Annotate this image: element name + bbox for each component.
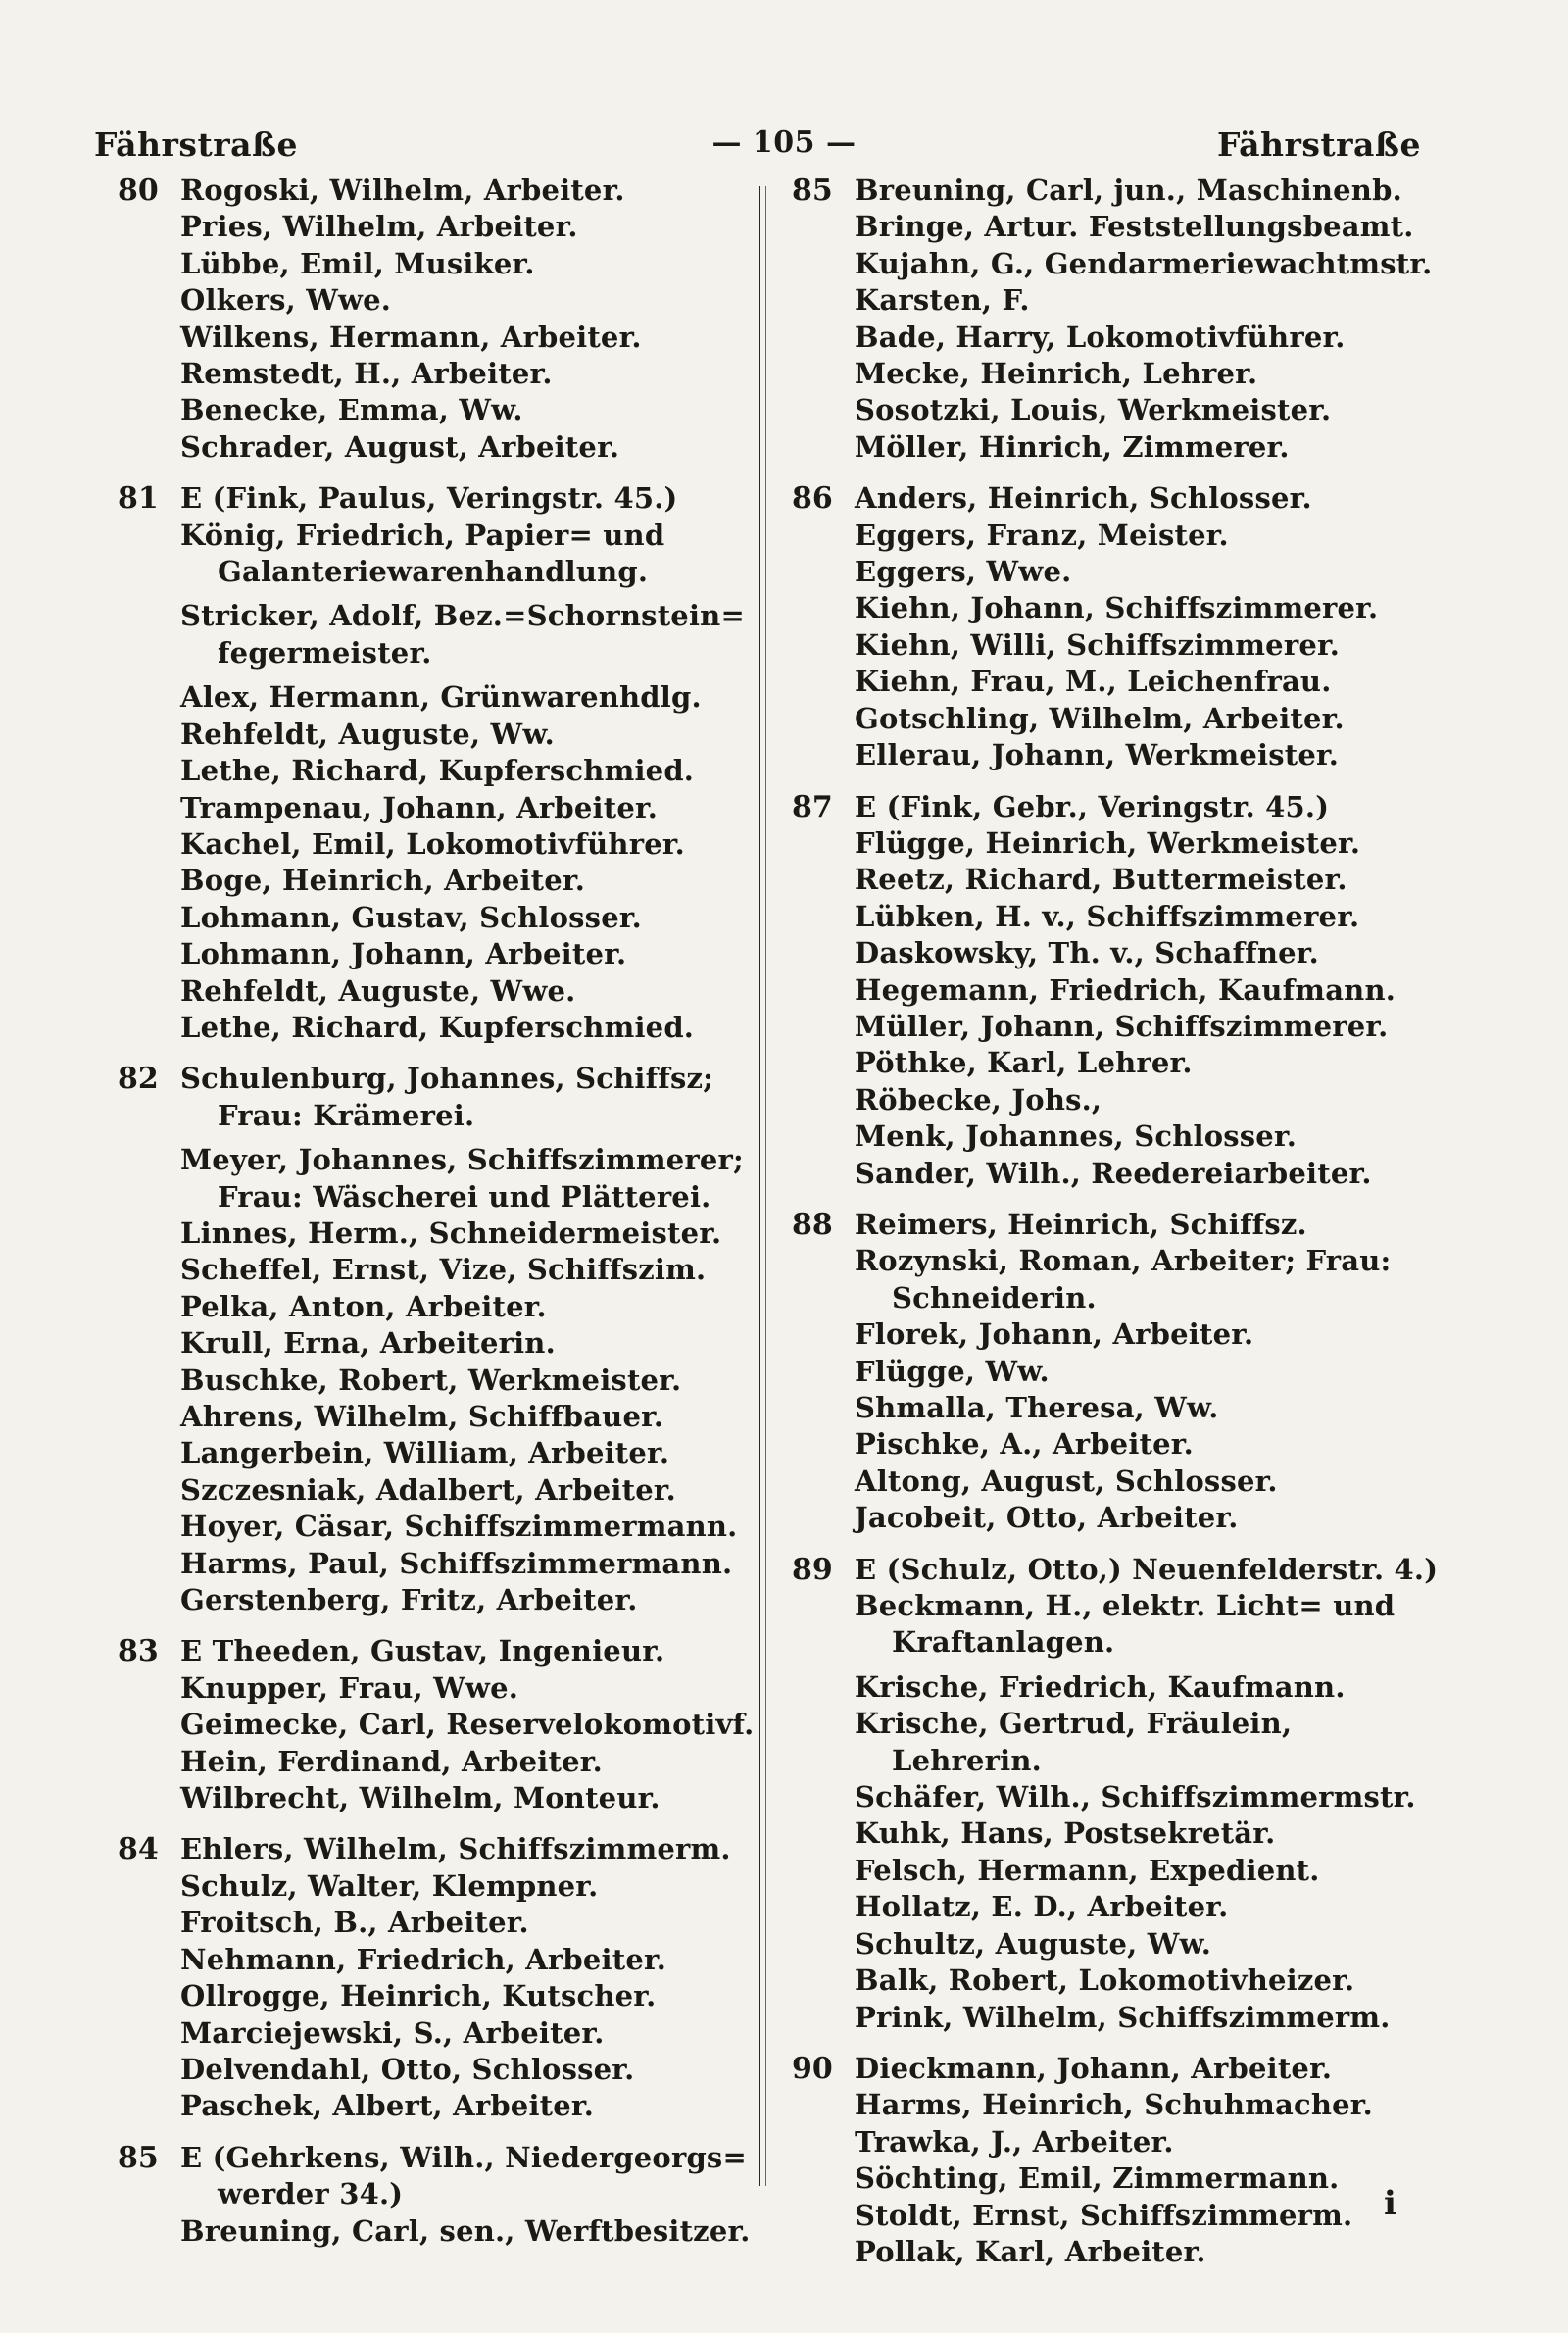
- resident-line-continuation: Frau: Wäscherei und Plätterei.: [218, 1179, 711, 1214]
- resident-line-continuation: fegermeister.: [218, 635, 432, 670]
- resident-line-continuation: Frau: Krämerei.: [218, 1098, 475, 1132]
- house-number: 83: [118, 1634, 159, 1669]
- resident-line: Nehmann, Friedrich, Arbeiter.: [180, 1942, 667, 1976]
- corner-mark: i: [1384, 2184, 1396, 2223]
- resident-line: Rehfeldt, Auguste, Ww.: [180, 717, 555, 751]
- column-divider: [759, 186, 760, 2186]
- resident-line: Langerbein, William, Arbeiter.: [180, 1436, 670, 1470]
- resident-list: [180, 2140, 751, 2250]
- resident-line: Schulenburg, Johannes, Schiffsz;: [180, 1062, 714, 1096]
- house-number: 90: [792, 2051, 833, 2086]
- resident-line: Stoldt, Ernst, Schiffszimmerm.: [855, 2198, 1353, 2232]
- resident-line: Hegemann, Friedrich, Kaufmann.: [855, 972, 1396, 1007]
- house-entry: [118, 1633, 755, 1816]
- resident-line: Delvendahl, Otto, Schlosser.: [180, 2052, 635, 2086]
- resident-line: Müller, Johann, Schiffszimmerer.: [855, 1009, 1389, 1043]
- resident-line: Trawka, J., Arbeiter.: [855, 2124, 1174, 2159]
- house-number: 87: [792, 789, 833, 824]
- resident-line: Krull, Erna, Arbeiterin.: [180, 1326, 556, 1361]
- resident-line: Kiehn, Johann, Schiffszimmerer.: [855, 591, 1379, 625]
- house-entry: [118, 2140, 751, 2250]
- resident-line: Ehlers, Wilhelm, Schiffszimmerm.: [180, 1832, 731, 1866]
- resident-line: Eggers, Franz, Meister.: [855, 518, 1229, 552]
- resident-line: Harms, Paul, Schiffszimmermann.: [180, 1546, 733, 1580]
- resident-line: Lethe, Richard, Kupferschmied.: [180, 754, 695, 788]
- resident-line: Hollatz, E. D., Arbeiter.: [855, 1890, 1229, 1924]
- resident-line: Florek, Johann, Arbeiter.: [855, 1317, 1254, 1352]
- resident-line: Paschek, Albert, Arbeiter.: [180, 2089, 595, 2123]
- column-divider-thin: [765, 186, 766, 2186]
- running-header-left: Fährstraße: [94, 125, 299, 164]
- resident-line: Reimers, Heinrich, Schiffsz.: [855, 1207, 1307, 1241]
- resident-line: Schultz, Auguste, Ww.: [855, 1926, 1212, 1961]
- resident-line: Ahrens, Wilhelm, Schiffbauer.: [180, 1400, 664, 1433]
- house-entry: [792, 1207, 1439, 1537]
- resident-line: Lethe, Richard, Kupferschmied.: [180, 1010, 695, 1044]
- resident-line: Boge, Heinrich, Arbeiter.: [180, 864, 586, 898]
- resident-line: Pries, Wilhelm, Arbeiter.: [180, 210, 578, 244]
- resident-line: Buschke, Robert, Werkmeister.: [180, 1363, 682, 1397]
- left-column: [118, 173, 755, 2264]
- resident-line: Reetz, Richard, Buttermeister.: [855, 863, 1348, 897]
- resident-line-continuation: werder 34.): [218, 2177, 404, 2211]
- resident-line: Wilkens, Hermann, Arbeiter.: [180, 320, 642, 354]
- resident-line: Alex, Hermann, Grünwarenhdlg.: [180, 680, 702, 715]
- resident-line: Möller, Hinrich, Zimmerer.: [855, 429, 1290, 464]
- house-number: 80: [118, 174, 159, 208]
- resident-line: Marciejewski, S., Arbeiter.: [180, 2015, 605, 2050]
- resident-line: Pelka, Anton, Arbeiter.: [180, 1289, 547, 1323]
- house-number: 88: [792, 1207, 833, 1242]
- resident-line: Hein, Ferdinand, Arbeiter.: [180, 1744, 603, 1778]
- resident-line: Krische, Gertrud, Fräulein,: [855, 1707, 1293, 1741]
- house-number: 82: [118, 1062, 159, 1097]
- house-entry: [792, 173, 1439, 466]
- house-number: 89: [792, 1552, 833, 1587]
- resident-list: [855, 2051, 1439, 2270]
- resident-list: [180, 1633, 755, 1816]
- resident-line: Schrader, August, Arbeiter.: [180, 429, 620, 464]
- resident-line: Schäfer, Wilh., Schiffszimmermstr.: [855, 1780, 1416, 1814]
- resident-line: Lohmann, Gustav, Schlosser.: [180, 900, 642, 934]
- resident-line: Röbecke, Johs.,: [855, 1082, 1102, 1117]
- house-number: 85: [792, 174, 833, 208]
- resident-line: Linnes, Herm., Schneidermeister.: [180, 1216, 722, 1250]
- house-entry: [792, 2051, 1439, 2270]
- resident-line: König, Friedrich, Papier= und: [180, 518, 665, 552]
- resident-line: Pischke, A., Arbeiter.: [855, 1427, 1194, 1462]
- page-number: — 105 —: [711, 125, 857, 160]
- resident-line: Gotschling, Wilhelm, Arbeiter.: [855, 701, 1345, 735]
- house-number: 84: [118, 1832, 159, 1867]
- resident-line: Benecke, Emma, Ww.: [180, 393, 523, 427]
- resident-line: Szczesniak, Adalbert, Arbeiter.: [180, 1472, 676, 1507]
- resident-line: E (Gehrkens, Wilh., Niedergeorgs=: [180, 2140, 747, 2174]
- resident-line: Breuning, Carl, jun., Maschinenb.: [855, 174, 1402, 207]
- resident-line: Karsten, F.: [855, 283, 1030, 318]
- resident-line: Pöthke, Karl, Lehrer.: [855, 1046, 1193, 1080]
- resident-list: [855, 789, 1439, 1192]
- house-entry: [792, 789, 1439, 1192]
- resident-line: Froitsch, B., Arbeiter.: [180, 1906, 529, 1940]
- resident-line: Beckmann, H., elektr. Licht= und: [855, 1589, 1396, 1623]
- resident-line: Eggers, Wwe.: [855, 555, 1072, 589]
- resident-list: [180, 1061, 745, 1618]
- resident-line: Pollak, Karl, Arbeiter.: [855, 2234, 1206, 2268]
- resident-line: Bringe, Artur. Feststellungsbeamt.: [855, 210, 1414, 244]
- resident-line: E (Schulz, Otto,) Neuenfelderstr. 4.): [855, 1552, 1439, 1586]
- resident-line: Dieckmann, Johann, Arbeiter.: [855, 2051, 1333, 2085]
- resident-line: Schulz, Walter, Klempner.: [180, 1868, 599, 1903]
- resident-line: Anders, Heinrich, Schlosser.: [855, 481, 1312, 516]
- resident-line: Trampenau, Johann, Arbeiter.: [180, 790, 659, 824]
- resident-line-continuation: Schneiderin.: [892, 1280, 1097, 1315]
- resident-line: Scheffel, Ernst, Vize, Schiffszim.: [180, 1253, 707, 1287]
- house-entry: [118, 173, 745, 466]
- resident-list: [180, 173, 745, 466]
- resident-list: [855, 480, 1439, 773]
- resident-list: [180, 480, 745, 1046]
- resident-line: Mecke, Heinrich, Lehrer.: [855, 357, 1258, 391]
- resident-line: Flügge, Ww.: [855, 1354, 1050, 1388]
- resident-line: Knupper, Frau, Wwe.: [180, 1670, 519, 1705]
- house-number: 81: [118, 481, 159, 517]
- resident-line: Rogoski, Wilhelm, Arbeiter.: [180, 174, 625, 207]
- resident-line: Daskowsky, Th. v., Schaffner.: [855, 936, 1319, 970]
- resident-line: Gerstenberg, Fritz, Arbeiter.: [180, 1583, 638, 1617]
- resident-list: [855, 1552, 1439, 2036]
- resident-line: Prink, Wilhelm, Schiffszimmerm.: [855, 2000, 1391, 2034]
- house-entry: [792, 480, 1439, 773]
- resident-line: E Theeden, Gustav, Ingenieur.: [180, 1634, 665, 1668]
- house-number: 85: [118, 2140, 159, 2175]
- resident-line: Lübken, H. v., Schiffszimmerer.: [855, 899, 1360, 933]
- house-number: 86: [792, 481, 833, 517]
- house-entry: [118, 1061, 745, 1618]
- resident-line: Krische, Friedrich, Kaufmann.: [855, 1669, 1346, 1704]
- resident-line: Flügge, Heinrich, Werkmeister.: [855, 825, 1361, 860]
- resident-line: Sander, Wilh., Reedereiarbeiter.: [855, 1156, 1372, 1190]
- resident-line: E (Fink, Gebr., Veringstr. 45.): [855, 789, 1330, 823]
- resident-line: Bade, Harry, Lokomotivführer.: [855, 320, 1346, 354]
- resident-line: Kiehn, Willi, Schiffszimmerer.: [855, 627, 1341, 662]
- resident-line: Lübbe, Emil, Musiker.: [180, 246, 535, 280]
- resident-line: Wilbrecht, Wilhelm, Monteur.: [180, 1781, 661, 1815]
- house-entry: [792, 1552, 1439, 2036]
- right-column: [792, 173, 1439, 2285]
- resident-line: Sosotzki, Louis, Werkmeister.: [855, 393, 1332, 427]
- house-entry: [118, 1831, 745, 2124]
- resident-line: Breuning, Carl, sen., Werftbesitzer.: [180, 2213, 751, 2248]
- resident-line: Ollrogge, Heinrich, Kutscher.: [180, 1979, 657, 2013]
- resident-line: Altong, August, Schlosser.: [855, 1464, 1278, 1498]
- resident-line-continuation: Kraftanlagen.: [892, 1625, 1115, 1660]
- resident-line: Stricker, Adolf, Bez.=Schornstein=: [180, 599, 745, 633]
- resident-line: Kujahn, G., Gendarmeriewachtmstr.: [855, 246, 1433, 280]
- resident-line: Olkers, Wwe.: [180, 283, 392, 318]
- resident-line: Kiehn, Frau, M., Leichenfrau.: [855, 665, 1332, 699]
- resident-line: Kuhk, Hans, Postsekretär.: [855, 1816, 1276, 1851]
- resident-list: [855, 1207, 1439, 1537]
- resident-line: Geimecke, Carl, Reservelokomotivf.: [180, 1708, 755, 1742]
- resident-line: Kachel, Emil, Lokomotivführer.: [180, 826, 685, 861]
- resident-line: Lohmann, Johann, Arbeiter.: [180, 937, 627, 971]
- resident-list: [855, 173, 1439, 466]
- resident-line: Jacobeit, Otto, Arbeiter.: [855, 1501, 1239, 1535]
- resident-line: Shmalla, Theresa, Ww.: [855, 1391, 1219, 1424]
- resident-line: Remstedt, H., Arbeiter.: [180, 357, 553, 391]
- resident-line: Söchting, Emil, Zimmermann.: [855, 2161, 1340, 2196]
- resident-line: Felsch, Hermann, Expedient.: [855, 1853, 1320, 1887]
- resident-line: Hoyer, Cäsar, Schiffszimmermann.: [180, 1510, 738, 1544]
- resident-line: Ellerau, Johann, Werkmeister.: [855, 738, 1340, 772]
- resident-line-continuation: Galanteriewarenhandlung.: [218, 555, 649, 589]
- resident-line: Harms, Heinrich, Schuhmacher.: [855, 2088, 1373, 2122]
- resident-list: [180, 1831, 745, 2124]
- resident-line: Rehfeldt, Auguste, Wwe.: [180, 973, 576, 1008]
- house-entry: [118, 480, 745, 1046]
- resident-line: Rozynski, Roman, Arbeiter; Frau:: [855, 1244, 1392, 1278]
- resident-line: Menk, Johannes, Schlosser.: [855, 1119, 1298, 1154]
- resident-line: E (Fink, Paulus, Veringstr. 45.): [180, 481, 678, 516]
- running-header-right: Fährstraße: [1216, 125, 1421, 164]
- resident-line: Balk, Robert, Lokomotivheizer.: [855, 1963, 1355, 1998]
- resident-line: Meyer, Johannes, Schiffszimmerer;: [180, 1143, 744, 1177]
- resident-line-continuation: Lehrerin.: [892, 1743, 1042, 1777]
